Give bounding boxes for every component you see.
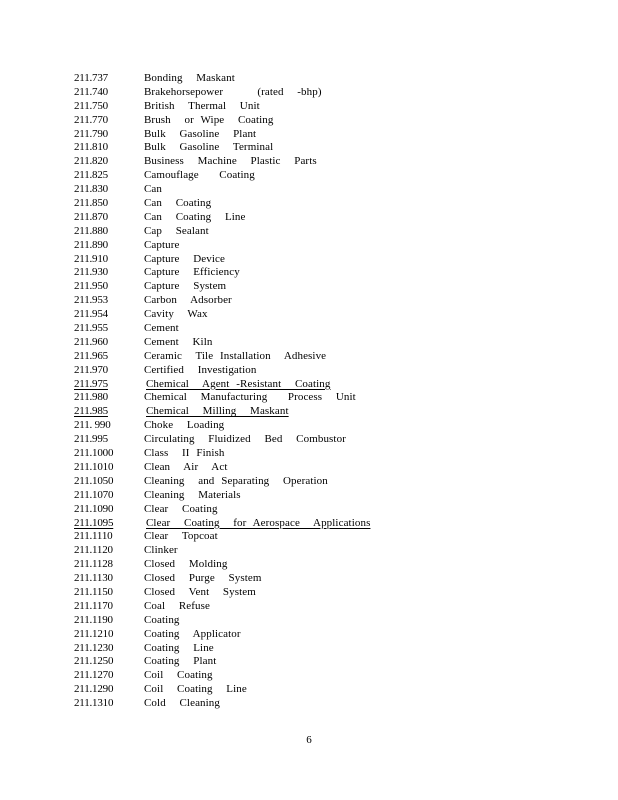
- defined-term: Bulk Gasoline Terminal: [144, 141, 274, 154]
- defined-term: Cavity Wax: [144, 308, 208, 321]
- defined-term: Bulk Gasoline Plant: [144, 127, 257, 140]
- defined-term: Coating Applicator: [144, 627, 241, 640]
- index-entry: [74, 642, 370, 656]
- section-number: 211.880: [74, 224, 108, 237]
- defined-term: Business Machine Plastic Parts: [144, 155, 317, 168]
- defined-term: Carbon Adsorber: [144, 294, 232, 307]
- defined-term: Closed Molding: [144, 558, 228, 571]
- section-number: 211.737: [74, 72, 108, 84]
- index-entry: [74, 225, 370, 239]
- defined-term: Bonding Maskant: [144, 72, 235, 84]
- index-entry: [74, 697, 370, 711]
- section-number: 211.1170: [74, 599, 113, 612]
- defined-term: Chemical Agent -Resistant Coating: [146, 377, 331, 390]
- defined-term: Brakehorsepower (rated -bhp): [144, 85, 322, 98]
- section-number: 211.965: [74, 349, 108, 362]
- index-entry: [74, 391, 370, 405]
- section-number: 211.1270: [74, 669, 114, 682]
- defined-term: Coating Line: [144, 641, 214, 654]
- section-number: 211.1230: [74, 641, 114, 654]
- defined-term: Coil Coating: [144, 669, 213, 682]
- defined-term: Capture: [144, 238, 180, 251]
- index-entry: [74, 628, 370, 642]
- index-entry: [74, 280, 370, 294]
- defined-term: Cold Cleaning: [144, 697, 221, 710]
- index-entry: [74, 447, 370, 461]
- index-entry: [74, 169, 370, 183]
- index-entry: [74, 517, 370, 531]
- index-entry: [74, 461, 370, 475]
- defined-term: Coal Refuse: [144, 599, 211, 612]
- index-entry: [74, 475, 370, 489]
- section-number: 211.1010: [74, 460, 114, 473]
- defined-term: Clear Topcoat: [144, 530, 218, 543]
- defined-term: Cement: [144, 322, 179, 335]
- index-entry: [74, 586, 370, 600]
- index-entry: [74, 294, 370, 308]
- index-entry: [74, 128, 370, 142]
- index-entry: [74, 155, 370, 169]
- index-entry: [74, 197, 370, 211]
- index-entry: [74, 558, 370, 572]
- section-number: 211.1130: [74, 572, 113, 585]
- section-number: 211.1310: [74, 697, 114, 710]
- section-number: 211.770: [74, 113, 108, 126]
- section-number: 211.980: [74, 391, 108, 404]
- defined-term: Capture System: [144, 280, 227, 293]
- index-entry: [74, 86, 370, 100]
- index-entry: [74, 378, 370, 392]
- index-entry: [74, 364, 370, 378]
- index-entry: [74, 530, 370, 544]
- page-number: 6: [306, 734, 312, 746]
- defined-term: Choke Loading: [144, 419, 225, 432]
- index-entry: [74, 350, 370, 364]
- section-number: 211.950: [74, 280, 108, 293]
- section-number: 211.1150: [74, 585, 113, 598]
- defined-term: Coating Plant: [144, 655, 217, 668]
- index-entry: [74, 322, 370, 336]
- index-entry: [74, 141, 370, 155]
- section-number: 211.970: [74, 363, 108, 376]
- index-entry: [74, 503, 370, 517]
- index-entry: [74, 572, 370, 586]
- defined-term: Clear Coating for Aerospace Applications: [146, 516, 371, 529]
- section-number: 211.820: [74, 155, 108, 168]
- section-number: 211.830: [74, 183, 108, 196]
- defined-term: Can Coating Line: [144, 210, 246, 223]
- index-entry: [74, 72, 370, 86]
- defined-term: Clean Air Act: [144, 460, 228, 473]
- section-number: 211. 990: [74, 419, 111, 432]
- index-entry: [74, 600, 370, 614]
- section-number: 211.954: [74, 308, 108, 321]
- index-entry: [74, 683, 370, 697]
- section-number: 211.740: [74, 85, 108, 98]
- index-entry: [74, 211, 370, 225]
- index-entry: [74, 433, 370, 447]
- defined-term: Camouflage Coating: [144, 169, 255, 182]
- section-number: 211.1090: [74, 502, 114, 515]
- index-entry: [74, 614, 370, 628]
- section-number: 211.1210: [74, 627, 114, 640]
- section-number: 211.975: [74, 377, 108, 390]
- section-number: 211.810: [74, 141, 108, 154]
- section-number: 211.930: [74, 266, 108, 279]
- defined-term: Cement Kiln: [144, 335, 213, 348]
- defined-term: Clinker: [144, 544, 178, 557]
- defined-term: Capture Device: [144, 252, 225, 265]
- index-entry: [74, 489, 370, 503]
- section-number: 211.825: [74, 169, 108, 182]
- section-number: 211.870: [74, 210, 108, 223]
- section-number: 211.790: [74, 127, 108, 140]
- defined-term: Chemical Manufacturing Process Unit: [144, 391, 356, 404]
- section-number: 211.955: [74, 322, 108, 335]
- index-entry: [74, 655, 370, 669]
- defined-term: Coating: [144, 613, 180, 626]
- section-number: 211.1290: [74, 683, 114, 696]
- defined-term: Cleaning and Separating Operation: [144, 474, 328, 487]
- section-number: 211.1095: [74, 516, 114, 529]
- index-entry: [74, 544, 370, 558]
- index-entry: [74, 266, 370, 280]
- defined-term: Ceramic Tile Installation Adhesive: [144, 349, 327, 362]
- section-number: 211.750: [74, 99, 108, 112]
- defined-term: Cap Sealant: [144, 224, 209, 237]
- section-number: 211.1120: [74, 544, 113, 557]
- defined-term: Closed Purge System: [144, 572, 262, 585]
- index-entry: [74, 336, 370, 350]
- section-number: 211.1128: [74, 558, 113, 571]
- defined-term: Certified Investigation: [144, 363, 257, 376]
- defined-term: Closed Vent System: [144, 585, 256, 598]
- section-number: 211.850: [74, 197, 108, 210]
- section-number: 211.995: [74, 433, 108, 446]
- index-entry: [74, 100, 370, 114]
- defined-term: Capture Efficiency: [144, 266, 240, 279]
- defined-term: Can Coating: [144, 197, 212, 210]
- index-entry: [74, 253, 370, 267]
- section-number: 211.910: [74, 252, 108, 265]
- index-entry: [74, 239, 370, 253]
- index-entry: [74, 183, 370, 197]
- section-number: 211.1070: [74, 488, 114, 501]
- index-entry: [74, 419, 370, 433]
- defined-term: Clear Coating: [144, 502, 218, 515]
- defined-term: Cleaning Materials: [144, 488, 241, 501]
- section-number: 211.1110: [74, 530, 113, 543]
- section-number: 211.1000: [74, 447, 114, 460]
- section-number: 211.890: [74, 238, 108, 251]
- section-number: 211.1250: [74, 655, 114, 668]
- section-number: 211.953: [74, 294, 108, 307]
- defined-term: Circulating Fluidized Bed Combustor: [144, 433, 346, 446]
- defined-term: Brush or Wipe Coating: [144, 113, 274, 126]
- section-number: 211.985: [74, 405, 108, 418]
- index-entry: [74, 308, 370, 322]
- index-entry: [74, 669, 370, 683]
- index-entry: [74, 405, 370, 419]
- definitions-index-list: [74, 72, 370, 711]
- section-number: 211.1190: [74, 613, 113, 626]
- defined-term: Class II Finish: [144, 447, 225, 460]
- defined-term: Coil Coating Line: [144, 683, 247, 696]
- defined-term: Chemical Milling Maskant: [146, 405, 289, 418]
- defined-term: Can: [144, 183, 163, 196]
- defined-term: British Thermal Unit: [144, 99, 260, 112]
- section-number: 211.960: [74, 335, 108, 348]
- section-number: 211.1050: [74, 474, 114, 487]
- index-entry: [74, 114, 370, 128]
